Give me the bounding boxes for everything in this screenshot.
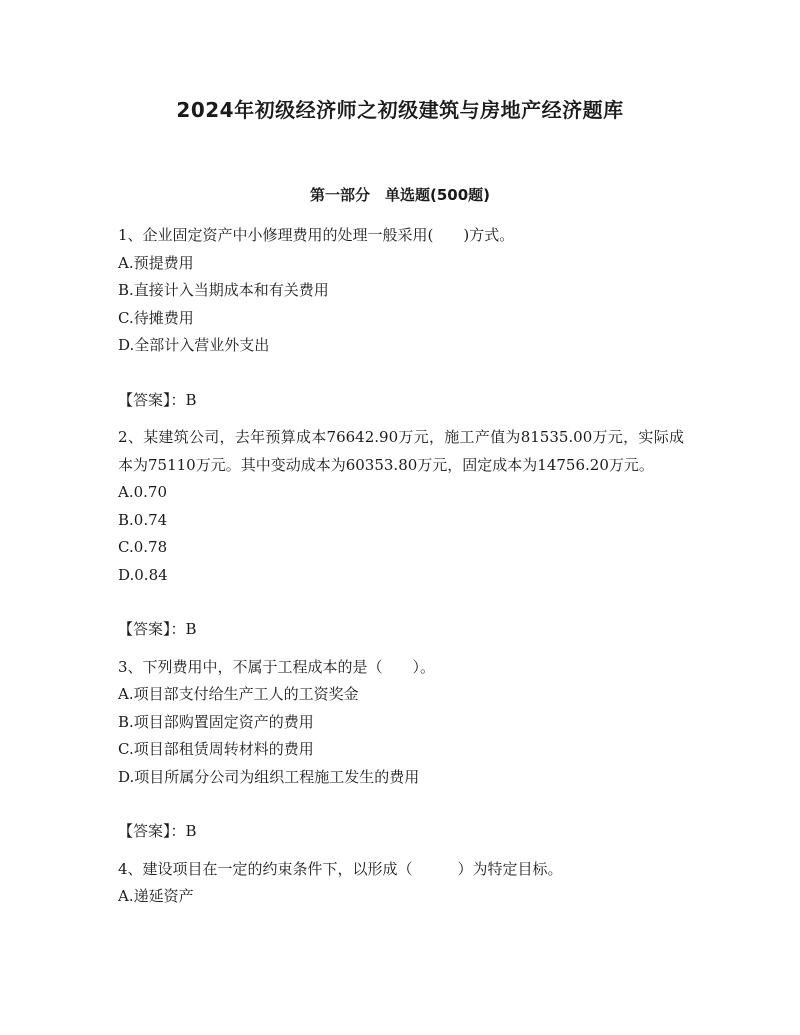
answer-value: ：B: [170, 822, 197, 840]
answer-label: 【答案】: [118, 390, 171, 409]
option-b: B.0.74: [118, 510, 168, 529]
answer-value: ：B: [170, 390, 197, 409]
option-d: D.0.84: [118, 565, 168, 584]
answer-label: 【答案】: [118, 822, 171, 840]
section-heading: 第一部分 单选题(500题): [309, 186, 491, 204]
question-list: [118, 222, 684, 911]
question-stem: 2、某建筑公司，去年预算成本76642.90万元，施工产值为81535.00万元，实际成本为75110万元。其中变动成本为60353.80万元，固定成本为14756.20万元。: [118, 428, 684, 474]
option-d: D.全部计入营业外支出: [118, 336, 270, 354]
question-stem: 1、企业固定资产中小修理费用的处理一般采用( )方式。: [118, 226, 515, 244]
option-b: B.直接计入当期成本和有关费用: [118, 281, 329, 299]
document-title: 2024年初级经济师之初级建筑与房地产经济题库: [176, 98, 624, 122]
question-stem: 4、建设项目在一定的约束条件下，以形成（ ）为特定目标。: [118, 859, 563, 878]
option-d: D.项目所属分公司为组织工程施工发生的费用: [118, 767, 420, 786]
question-item: [118, 424, 684, 644]
option-c: C.待摊费用: [118, 308, 194, 327]
answer-label: 【答案】: [118, 620, 171, 638]
option-a: A.预提费用: [118, 253, 194, 272]
answer-line: [118, 818, 684, 846]
option-c: C.0.78: [118, 538, 168, 556]
answer-line: [118, 387, 684, 415]
option-c: C.项目部租赁周转材料的费用: [118, 740, 314, 758]
question-item: [118, 856, 684, 911]
question-item: [118, 222, 684, 414]
option-a: A.0.70: [118, 483, 167, 501]
answer-line: [118, 616, 684, 644]
question-item: [118, 654, 684, 846]
option-a: A.项目部支付给生产工人的工资奖金: [118, 685, 359, 703]
answer-value: ：B: [170, 620, 197, 638]
question-stem: 3、下列费用中，不属于工程成本的是（ ）。: [118, 657, 436, 676]
option-a: A.递延资产: [118, 887, 194, 905]
option-b: B.项目部购置固定资产的费用: [118, 712, 314, 731]
